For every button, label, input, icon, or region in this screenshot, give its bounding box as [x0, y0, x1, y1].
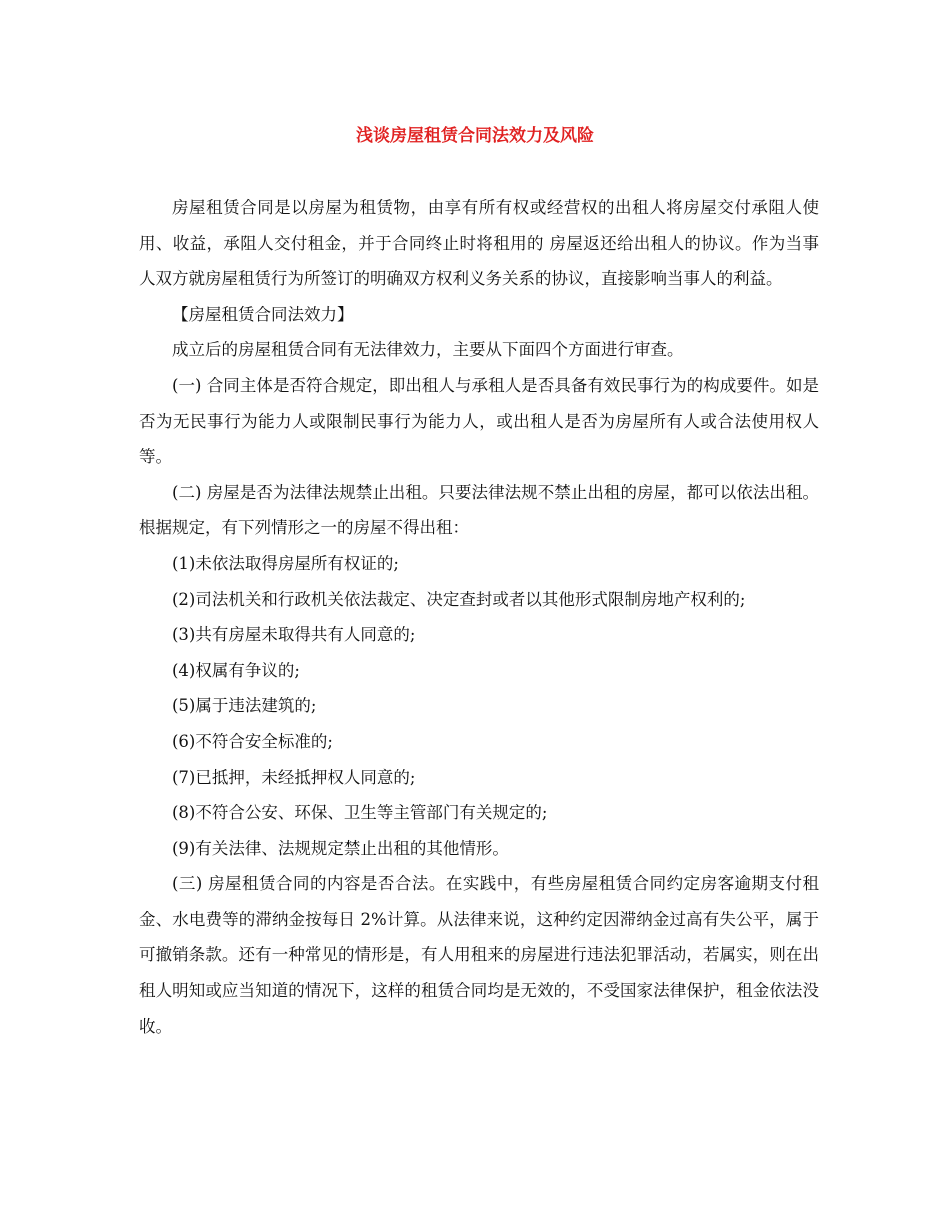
- list-item: (8)不符合公安、环保、卫生等主管部门有关规定的;: [172, 803, 548, 823]
- list-item: (2)司法机关和行政机关依法裁定、决定查封或者以其他形式限制房地产权利的;: [172, 589, 746, 609]
- paragraph-item-1: (一) 合同主体是否符合规定，即出租人与承租人是否具备有效民事行为的构成要件。如是否为无民事行为能力人或限制民事行为能力人，或出租人是否为房屋所有人或合法使用权人等。: [139, 375, 819, 467]
- document-title: 浅谈房屋租赁合同法效力及风险: [356, 126, 594, 146]
- list-item: (5)属于违法建筑的;: [172, 696, 317, 716]
- paragraph-item-3: (三) 房屋租赁合同的内容是否合法。在实践中，有些房屋租赁合同约定房客逾期支付租金、水电费等的滞纳金按每日 2%计算。从法律来说，这种约定因滞纳金过高有失公平，属于可撤销条款。还有一种常见的情形是，有人用租来的房屋进行违法犯罪活动，若属实，则在出租人明知或应当知道的情况下，这样的租赁合同均是无效的，不受国家法律保护，租金依法没收。: [139, 874, 819, 1036]
- list-item: (3)共有房屋未取得共有人同意的;: [172, 625, 416, 645]
- list-item: (6)不符合安全标准的;: [172, 731, 333, 751]
- list-item: (7)已抵押，未经抵押权人同意的;: [172, 767, 416, 787]
- paragraph-intro: 房屋租赁合同是以房屋为租赁物，由享有所有权或经营权的出租人将房屋交付承阻人使用、收益，承阻人交付租金，并于合同终止时将租用的 房屋返还给出租人的协议。作为当事人双方就房屋租赁行为所签订的明确双方权利义务关系的协议，直接影响当事人的利益。: [139, 198, 819, 289]
- document-body: [139, 190, 819, 1044]
- paragraph-item-2: (二) 房屋是否为法律法规禁止出租。只要法律法规不禁止出租的房屋，都可以依法出租。根据规定，有下列情形之一的房屋不得出租：: [139, 482, 819, 538]
- list-item: (1)未依法取得房屋所有权证的;: [172, 553, 399, 573]
- section-heading: 【房屋租赁合同法效力】: [172, 304, 354, 324]
- list-item: (4)权属有争议的;: [172, 660, 300, 680]
- paragraph-review-intro: 成立后的房屋租赁合同有无法律效力，主要从下面四个方面进行审查。: [172, 340, 684, 360]
- list-item: (9)有关法律、法规规定禁止出租的其他情形。: [172, 838, 509, 858]
